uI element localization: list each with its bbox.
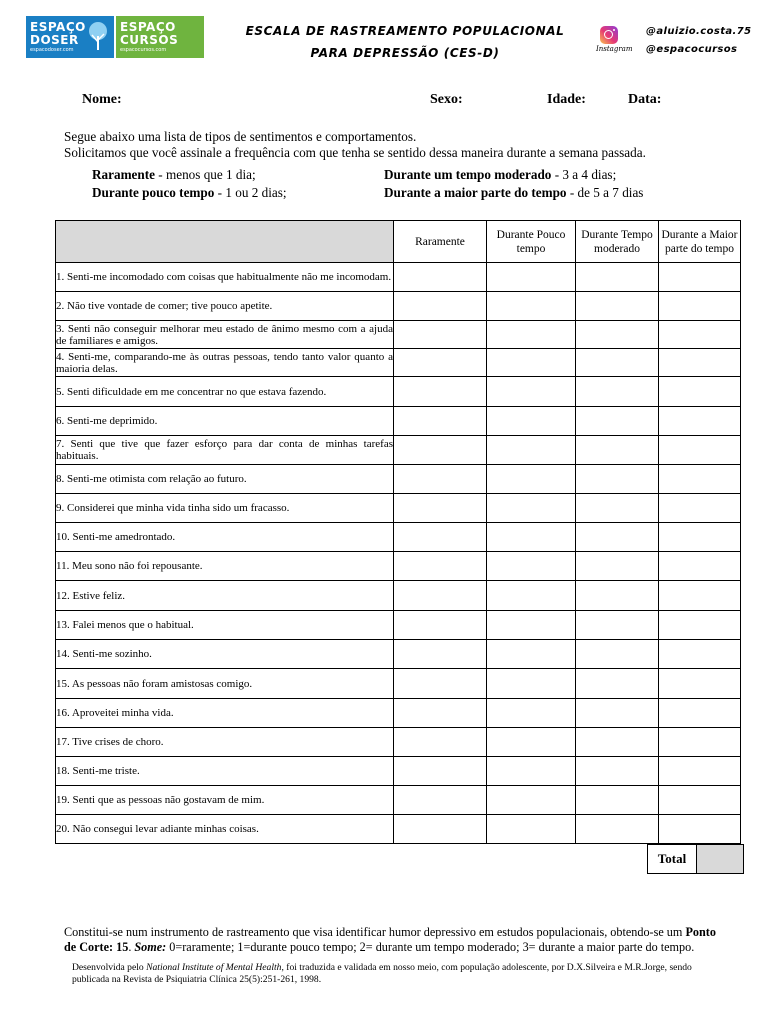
answer-cell[interactable] [487,699,576,728]
answer-cell[interactable] [576,552,659,581]
answer-cell[interactable] [487,581,576,611]
answer-cell[interactable] [394,786,487,815]
answer-cell[interactable] [659,523,741,552]
espaco-doser-logo [26,16,114,58]
cut-point: Ponto de Corte: 15 [64,925,716,954]
logo-line: ESPAÇO [30,19,86,34]
sex-field-label: Sexo: [430,92,463,107]
question-text: 9. Considerei que minha vida tinha sido um fracasso. [56,494,394,523]
answer-cell[interactable] [576,728,659,757]
answer-cell[interactable] [394,640,487,669]
answer-cell[interactable] [487,640,576,669]
table-row [56,377,741,407]
scoring-note [64,925,724,955]
logo-line: CURSOS [120,32,179,47]
instructions [64,129,646,161]
legend-left [92,166,287,202]
table-row [56,321,741,349]
answer-cell[interactable] [576,494,659,523]
title-line-2: PARA DEPRESSÃO (CES-D) [310,46,500,60]
answer-cell[interactable] [576,321,659,349]
table-row [56,669,741,699]
answer-cell[interactable] [394,407,487,436]
legend-desc: - de 5 a 7 dias [566,185,644,200]
answer-cell[interactable] [659,349,741,377]
logo-url: espacodoser.com [30,46,74,53]
answer-cell[interactable] [487,436,576,465]
question-text: 19. Senti que as pessoas não gostavam de mim. [56,786,394,815]
table-row [56,292,741,321]
instagram-label: Instagram [596,45,633,53]
answer-cell[interactable] [487,786,576,815]
question-text: 17. Tive crises de choro. [56,728,394,757]
answer-cell[interactable] [659,757,741,786]
answer-cell[interactable] [394,552,487,581]
column-header-maior-parte: Durante a Maior parte do tempo [659,221,741,263]
logo-line: DOSER [30,32,79,47]
total-box [647,844,744,874]
answer-cell[interactable] [487,407,576,436]
answer-cell[interactable] [576,581,659,611]
question-text: 7. Senti que tive que fazer esforço para dar conta de minhas tarefas habituais. [56,436,394,465]
source-pre: Desenvolvida pelo [72,962,147,973]
legend-term: Durante a maior parte do tempo [384,185,567,200]
answer-cell[interactable] [659,263,741,292]
name-field-label: Nome: [82,92,122,107]
answer-cell[interactable] [487,292,576,321]
logo-line: ESPAÇO [120,19,176,34]
answer-cell[interactable] [576,640,659,669]
table-row [56,699,741,728]
instagram-handle-1: @aluizio.costa.75 [646,26,752,37]
table-row [56,611,741,640]
question-text: 4. Senti-me, comparando-me às outras pessoas, tendo tanto valor quanto a maioria delas. [56,350,393,375]
question-text: 20. Não consegui levar adiante minhas coisas. [56,815,394,844]
answer-cell[interactable] [659,436,741,465]
answer-cell[interactable] [659,581,741,611]
answer-cell[interactable] [576,815,659,844]
table-row [56,494,741,523]
answer-cell[interactable] [487,669,576,699]
legend-item [92,166,287,184]
legend-term: Raramente [92,167,155,182]
answer-cell[interactable] [394,465,487,494]
sum-rule: 0=raramente; 1=durante pouco tempo; 2= durante um tempo moderado; 3= durante a maior parte do tempo. [166,940,695,954]
logo-url: espacocursos.com [120,46,167,53]
title-line-1: ESCALA DE RASTREAMENTO POPULACIONAL [245,24,565,38]
legend-desc: - menos que 1 dia; [154,167,256,182]
question-text: 5. Senti dificuldade em me concentrar no que estava fazendo. [56,377,394,407]
column-header-pouco-tempo: Durante Pouco tempo [487,221,576,263]
answer-cell[interactable] [576,699,659,728]
column-header-tempo-moderado: Durante Tempo moderado [576,221,659,263]
instructions-line-2: Solicitamos que você assinale a frequência com que tenha se sentido dessa maneira durante a semana passada. [64,145,646,160]
instagram-handle-2: @espacocursos [646,44,738,55]
answer-cell[interactable] [576,611,659,640]
answer-cell[interactable] [659,611,741,640]
answer-cell[interactable] [394,581,487,611]
answer-cell[interactable] [394,377,487,407]
question-text: 13. Falei menos que o habitual. [56,611,394,640]
answer-cell[interactable] [576,465,659,494]
answer-cell[interactable] [576,669,659,699]
legend-item [384,184,643,202]
table-row [56,815,741,844]
answer-cell[interactable] [394,699,487,728]
espaco-cursos-logo [116,16,204,58]
answer-cell[interactable] [394,321,487,349]
answer-cell[interactable] [487,465,576,494]
answer-cell[interactable] [576,436,659,465]
table-row [56,757,741,786]
instagram-icon [600,26,618,44]
header-blank-cell [56,221,394,263]
question-text: 6. Senti-me deprimido. [56,407,394,436]
source-post: , foi traduzida e validada em nosso meio, com população adolescente, por D.X.Silveira e M.R.Jorge, sendo publicada na Revista de Psiquiatria Clínica 25(5):251-261, 1998. [72,962,692,985]
table-row [56,436,741,465]
answer-cell[interactable] [576,757,659,786]
answer-cell[interactable] [487,552,576,581]
scoring-dot: . [128,940,135,954]
table-row [56,263,741,292]
legend-desc: - 1 ou 2 dias; [214,185,287,200]
answer-cell[interactable] [659,699,741,728]
instructions-line-1: Segue abaixo uma lista de tipos de sentimentos e comportamentos. [64,129,417,144]
answer-cell[interactable] [659,465,741,494]
answer-cell[interactable] [576,407,659,436]
answer-cell[interactable] [487,494,576,523]
tree-icon [85,20,111,54]
answer-cell[interactable] [487,263,576,292]
question-text: 14. Senti-me sozinho. [56,640,394,669]
answer-cell[interactable] [576,786,659,815]
answer-cell[interactable] [394,815,487,844]
date-field-label: Data: [628,92,662,107]
answer-cell[interactable] [487,377,576,407]
source-note [72,962,722,986]
answer-cell[interactable] [394,757,487,786]
answer-cell[interactable] [576,349,659,377]
table-header-row [56,221,741,263]
answer-cell[interactable] [394,611,487,640]
question-text: 11. Meu sono não foi repousante. [56,552,394,581]
answer-cell[interactable] [487,611,576,640]
answer-cell[interactable] [394,494,487,523]
scoring-text: Constitui-se num instrumento de rastreamento que visa identificar humor depressivo em estudos populacionais, obtendo-se um [64,925,686,939]
table-row [56,465,741,494]
answer-cell[interactable] [659,640,741,669]
answer-cell[interactable] [659,552,741,581]
table-row [56,552,741,581]
table-row [56,523,741,552]
total-label: Total [648,845,697,874]
question-text: 10. Senti-me amedrontado. [56,523,394,552]
source-institute: National Institute of Mental Health [146,962,282,973]
legend-term: Durante um tempo moderado [384,167,552,182]
question-text: 3. Senti não conseguir melhorar meu estado de ânimo mesmo com a ajuda de familiares e amigos. [56,322,393,347]
legend-item [384,166,643,184]
answer-cell[interactable] [487,523,576,552]
question-text: 16. Aproveitei minha vida. [56,699,394,728]
table-row [56,728,741,757]
question-text: 1. Senti-me incomodado com coisas que habitualmente não me incomodam. [56,263,394,292]
table-row [56,581,741,611]
page-title [230,20,580,64]
answer-cell[interactable] [576,523,659,552]
answer-cell[interactable] [394,669,487,699]
answer-cell[interactable] [394,349,487,377]
answer-cell[interactable] [659,786,741,815]
answer-cell[interactable] [487,321,576,349]
ces-d-table [55,220,741,844]
answer-cell[interactable] [659,321,741,349]
answer-cell[interactable] [394,292,487,321]
answer-cell[interactable] [659,407,741,436]
answer-cell[interactable] [487,728,576,757]
question-text: 18. Senti-me triste. [56,757,394,786]
answer-cell[interactable] [659,669,741,699]
answer-cell[interactable] [487,757,576,786]
answer-cell[interactable] [576,377,659,407]
question-text: 15. As pessoas não foram amistosas comigo. [56,669,394,699]
legend-item [92,184,287,202]
table-row [56,407,741,436]
answer-cell[interactable] [487,815,576,844]
logos [26,16,204,60]
question-text: 8. Senti-me otimista com relação ao futuro. [56,465,394,494]
legend-right [384,166,643,202]
legend-desc: - 3 a 4 dias; [551,167,617,182]
question-text: 12. Estive feliz. [56,581,394,611]
total-row [648,845,744,874]
answer-cell[interactable] [659,494,741,523]
legend-term: Durante pouco tempo [92,185,215,200]
table-row [56,640,741,669]
column-header-raramente: Raramente [394,221,487,263]
answer-cell[interactable] [659,292,741,321]
table-row [56,349,741,377]
answer-cell[interactable] [394,523,487,552]
answer-cell[interactable] [576,292,659,321]
question-text: 2. Não tive vontade de comer; tive pouco apetite. [56,292,394,321]
answer-cell[interactable] [394,728,487,757]
age-field-label: Idade: [547,92,586,107]
answer-cell[interactable] [394,436,487,465]
answer-cell[interactable] [659,815,741,844]
answer-cell[interactable] [576,263,659,292]
answer-cell[interactable] [487,349,576,377]
total-input-cell[interactable] [697,845,744,874]
answer-cell[interactable] [659,377,741,407]
answer-cell[interactable] [659,728,741,757]
answer-cell[interactable] [394,263,487,292]
table-row [56,786,741,815]
social-handles [596,24,756,64]
sum-label: Some: [134,940,167,954]
